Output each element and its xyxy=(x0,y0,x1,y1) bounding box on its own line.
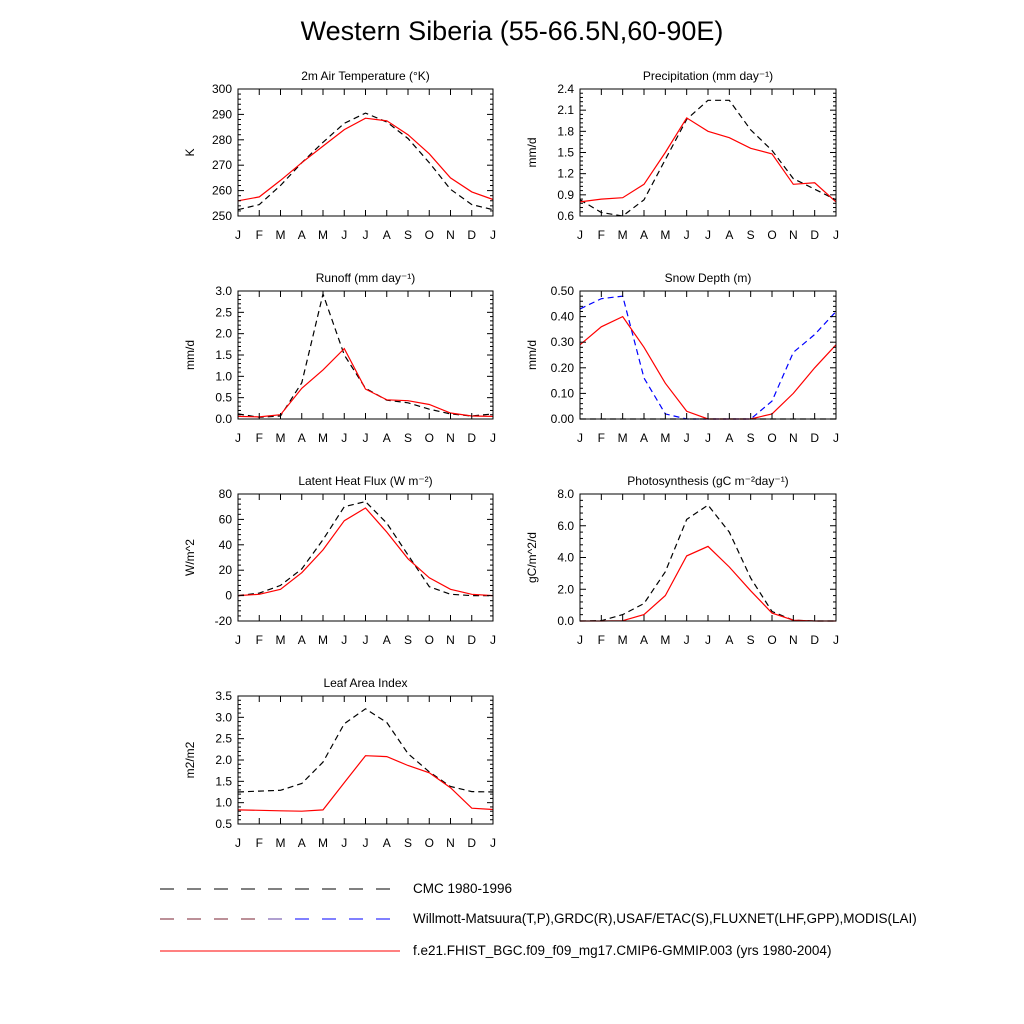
panel-5-xtick-label: J xyxy=(235,633,241,647)
panel-1-plot-frame xyxy=(238,89,493,216)
panel-7-ylabel: m2/m2 xyxy=(183,741,197,779)
panel-4-xtick-label: J xyxy=(683,431,690,445)
panel-3-xtick-label: O xyxy=(424,431,434,445)
panel-7-xtick-label: J xyxy=(235,836,241,850)
panel-4-xtick-label: J xyxy=(833,431,839,445)
panel-6-xtick-label: J xyxy=(705,633,711,647)
panel-3-xtick-label: S xyxy=(403,431,413,445)
panel-6-xtick-label: A xyxy=(639,633,649,647)
panel-6-xtick-label: J xyxy=(683,633,690,647)
panel-7-xtick-label: O xyxy=(424,836,434,850)
panel-3-xtick-label: F xyxy=(255,431,263,445)
panel-6-xtick-label: O xyxy=(767,633,777,647)
panel-6-plot-frame xyxy=(580,494,836,621)
panel-3-xtick-label: A xyxy=(297,431,306,445)
panel-2-ylabel: mm/d xyxy=(525,137,539,168)
panel-4-ytick-label: 0.30 xyxy=(550,335,574,350)
panel-1-cmc-series-line xyxy=(238,113,493,210)
panel-5-title: Latent Heat Flux (W m⁻²) xyxy=(298,474,433,488)
panel-6-xtick-label: M xyxy=(660,633,671,647)
panel-6-xtick-label: J xyxy=(577,633,583,647)
panel-5-xtick-label: D xyxy=(467,633,477,647)
panel-7-ytick-label: 0.5 xyxy=(215,817,232,831)
panel-6-ylabel: gC/m^2/d xyxy=(525,532,539,583)
panel-1-2m-air-temperature-k xyxy=(183,69,496,242)
panel-7-plot-frame xyxy=(238,696,493,824)
panel-1-xtick-label: F xyxy=(255,228,263,242)
page-title: Western Siberia (55-66.5N,60-90E) xyxy=(300,16,724,46)
panel-1-xtick-label: J xyxy=(341,228,348,242)
panel-4-snow-depth-m xyxy=(525,271,839,445)
panel-2-ytick-label: 2.1 xyxy=(557,103,574,118)
panel-3-xtick-label: J xyxy=(490,431,496,445)
panel-3-ytick-label: 2.5 xyxy=(215,305,232,320)
panel-6-title: Photosynthesis (gC m⁻²day⁻¹) xyxy=(627,474,789,488)
panel-2-xtick-label: F xyxy=(597,228,606,242)
panel-6-xtick-label: A xyxy=(725,633,734,647)
panel-5-latent-heat-flux-w-m xyxy=(183,474,496,647)
panel-5-xtick-label: A xyxy=(382,633,391,647)
panel-5-cmc-series-line xyxy=(238,502,493,596)
panel-4-xtick-label: O xyxy=(767,431,777,445)
panel-7-xtick-label: M xyxy=(275,836,286,850)
panel-1-ytick-label: 250 xyxy=(211,209,232,223)
panel-5-xtick-label: J xyxy=(341,633,348,647)
panel-7-xtick-label: J xyxy=(490,836,496,850)
panel-2-model-series-line xyxy=(580,118,836,202)
panel-4-xtick-label: M xyxy=(617,431,628,445)
panel-6-xtick-label: D xyxy=(810,633,820,647)
panel-1-xtick-label: O xyxy=(424,228,434,242)
panel-2-precipitation-mm-day xyxy=(525,69,839,242)
panel-6-xtick-label: S xyxy=(746,633,755,647)
panel-2-plot-frame xyxy=(580,89,836,216)
panel-2-xtick-label: A xyxy=(725,228,734,242)
panel-3-ytick-label: 0.5 xyxy=(215,390,232,405)
panel-7-xtick-label: D xyxy=(467,836,477,850)
panel-4-xtick-label: M xyxy=(660,431,671,445)
panel-1-ytick-label: 280 xyxy=(211,132,232,147)
panel-4-ytick-label: 0.00 xyxy=(550,412,574,426)
panel-3-xtick-label: N xyxy=(446,431,455,445)
panel-2-xtick-label: J xyxy=(833,228,839,242)
panel-2-xtick-label: M xyxy=(617,228,628,242)
panel-4-ytick-label: 0.20 xyxy=(550,360,574,375)
panel-7-xtick-label: A xyxy=(297,836,306,850)
panel-1-ylabel: K xyxy=(183,148,197,157)
panel-1-xtick-label: M xyxy=(275,228,286,242)
panel-4-ytick-label: 0.40 xyxy=(550,309,574,324)
panel-4-ylabel: mm/d xyxy=(525,340,539,370)
panel-6-xtick-label: N xyxy=(788,633,798,647)
panel-7-xtick-label: J xyxy=(341,836,348,850)
panel-5-xtick-label: O xyxy=(424,633,434,647)
panel-4-xtick-label: F xyxy=(597,431,606,445)
panel-2-ytick-label: 0.9 xyxy=(557,187,574,202)
panel-7-ytick-label: 2.0 xyxy=(215,753,232,767)
panel-4-xtick-label: J xyxy=(577,431,583,445)
panel-3-xtick-label: J xyxy=(235,431,241,445)
panel-3-plot-frame xyxy=(238,291,493,419)
panel-6-ytick-label: 4.0 xyxy=(557,550,574,565)
panel-3-cmc-series-line xyxy=(238,294,493,417)
panel-6-ytick-label: 0.0 xyxy=(557,614,574,628)
panel-5-xtick-label: N xyxy=(446,633,455,647)
panel-1-xtick-label: D xyxy=(467,228,477,242)
panel-1-ytick-label: 290 xyxy=(211,107,232,122)
panel-4-model-series-line xyxy=(580,317,836,419)
panel-2-ytick-label: 1.5 xyxy=(557,145,574,160)
panel-7-ytick-label: 1.5 xyxy=(215,774,232,789)
panel-4-xtick-label: A xyxy=(639,431,649,445)
panel-2-ytick-label: 1.8 xyxy=(557,124,574,139)
panel-1-xtick-label: S xyxy=(403,228,413,242)
panel-3-ytick-label: 1.5 xyxy=(215,348,232,362)
panel-4-title: Snow Depth (m) xyxy=(664,271,752,285)
panel-5-ytick-label: 60 xyxy=(218,512,232,527)
panel-2-xtick-label: A xyxy=(639,228,649,242)
panel-1-xtick-label: A xyxy=(297,228,306,242)
panel-6-xtick-label: J xyxy=(833,633,839,647)
panel-7-xtick-label: N xyxy=(446,836,455,850)
panel-7-ytick-label: 3.0 xyxy=(215,710,232,725)
panel-1-xtick-label: J xyxy=(235,228,241,242)
panel-5-ytick-label: -20 xyxy=(214,614,232,628)
panel-1-ytick-label: 260 xyxy=(211,183,232,198)
panel-7-xtick-label: S xyxy=(403,836,413,850)
panel-3-xtick-label: J xyxy=(362,431,369,445)
panel-5-ytick-label: 80 xyxy=(218,487,232,501)
panel-6-ytick-label: 2.0 xyxy=(557,582,574,597)
panel-5-ytick-label: 40 xyxy=(218,537,232,552)
panel-3-xtick-label: D xyxy=(467,431,477,445)
panel-7-cmc-series-line xyxy=(238,709,493,792)
panel-5-xtick-label: A xyxy=(297,633,306,647)
panel-2-ytick-label: 1.2 xyxy=(557,166,574,181)
panel-5-xtick-label: J xyxy=(362,633,369,647)
panel-7-ytick-label: 2.5 xyxy=(215,731,232,746)
panel-6-photosynthesis-gc-m-day xyxy=(525,474,839,647)
panel-2-ytick-label: 0.6 xyxy=(557,209,574,223)
panel-7-leaf-area-index xyxy=(183,676,496,850)
legend-label-model: f.e21.FHIST_BGC.f09_f09_mg17.CMIP6-GMMIP.003 (yrs 1980-2004) xyxy=(413,943,832,958)
panel-7-ytick-label: 3.5 xyxy=(215,689,232,703)
panel-2-cmc-series-line xyxy=(580,100,836,216)
panel-3-runoff-mm-day xyxy=(183,271,496,445)
panel-7-xtick-label: F xyxy=(255,836,263,850)
panel-5-ytick-label: 20 xyxy=(218,563,232,578)
panel-1-title: 2m Air Temperature (°K) xyxy=(301,69,430,83)
panel-1-model-series-line xyxy=(238,118,493,201)
legend-label-obs: Willmott-Matsuura(T,P),GRDC(R),USAF/ETAC(S),FLUXNET(LHF,GPP),MODIS(LAI) xyxy=(413,911,917,926)
panel-5-xtick-label: F xyxy=(255,633,263,647)
panel-2-xtick-label: J xyxy=(577,228,583,242)
panel-2-ytick-label: 2.4 xyxy=(557,82,574,96)
panel-7-model-series-line xyxy=(238,756,493,812)
panel-6-model-series-line xyxy=(580,546,836,621)
panel-5-xtick-label: M xyxy=(318,633,328,647)
panel-2-xtick-label: J xyxy=(705,228,711,242)
panel-5-xtick-label: M xyxy=(275,633,286,647)
panel-1-xtick-label: M xyxy=(318,228,328,242)
panel-2-xtick-label: J xyxy=(683,228,690,242)
legend-label-cmc: CMC 1980-1996 xyxy=(413,881,513,896)
panel-2-xtick-label: O xyxy=(767,228,777,242)
panel-4-xtick-label: A xyxy=(725,431,734,445)
panel-4-xtick-label: J xyxy=(705,431,711,445)
panel-6-xtick-label: F xyxy=(597,633,606,647)
panel-1-xtick-label: J xyxy=(490,228,496,242)
panel-5-model-series-line xyxy=(238,508,493,596)
panel-1-xtick-label: A xyxy=(382,228,391,242)
panel-4-obs-series-line xyxy=(580,296,836,419)
panel-3-ytick-label: 3.0 xyxy=(215,284,232,298)
panel-3-ytick-label: 0.0 xyxy=(215,412,232,426)
panel-6-xtick-label: M xyxy=(617,633,628,647)
panel-2-xtick-label: S xyxy=(746,228,755,242)
panel-6-ytick-label: 6.0 xyxy=(557,518,574,533)
panel-6-ytick-label: 8.0 xyxy=(557,487,574,501)
panel-3-ytick-label: 2.0 xyxy=(215,326,232,341)
panel-5-plot-frame xyxy=(238,494,493,621)
panel-2-xtick-label: D xyxy=(810,228,820,242)
panel-3-xtick-label: J xyxy=(341,431,348,445)
panel-5-xtick-label: J xyxy=(490,633,496,647)
panel-4-ytick-label: 0.10 xyxy=(550,386,574,401)
panel-7-xtick-label: M xyxy=(318,836,328,850)
panel-3-model-series-line xyxy=(238,349,493,417)
panel-4-xtick-label: N xyxy=(788,431,798,445)
panel-4-ytick-label: 0.50 xyxy=(550,284,574,298)
panel-4-xtick-label: S xyxy=(746,431,755,445)
panel-3-xtick-label: M xyxy=(318,431,328,445)
panel-1-ytick-label: 270 xyxy=(211,158,232,173)
panel-5-ytick-label: 0 xyxy=(225,588,232,603)
panel-2-xtick-label: M xyxy=(660,228,671,242)
panel-1-ytick-label: 300 xyxy=(211,82,232,96)
panel-7-xtick-label: J xyxy=(362,836,369,850)
panel-4-xtick-label: D xyxy=(810,431,820,445)
panel-4-plot-frame xyxy=(580,291,836,419)
panel-3-xtick-label: M xyxy=(275,431,286,445)
panel-1-xtick-label: J xyxy=(362,228,369,242)
panel-2-title: Precipitation (mm day⁻¹) xyxy=(642,69,774,83)
panel-3-xtick-label: A xyxy=(382,431,391,445)
panel-5-ylabel: W/m^2 xyxy=(183,539,197,576)
panel-7-title: Leaf Area Index xyxy=(323,676,408,690)
panel-3-title: Runoff (mm day⁻¹) xyxy=(315,271,416,285)
panel-7-xtick-label: A xyxy=(382,836,391,850)
panel-3-ytick-label: 1.0 xyxy=(215,369,232,384)
panel-3-ylabel: mm/d xyxy=(183,340,197,370)
panel-2-xtick-label: N xyxy=(788,228,798,242)
panel-7-ytick-label: 1.0 xyxy=(215,795,232,810)
panel-6-cmc-series-line xyxy=(580,505,836,621)
panel-1-xtick-label: N xyxy=(446,228,455,242)
panel-5-xtick-label: S xyxy=(403,633,413,647)
